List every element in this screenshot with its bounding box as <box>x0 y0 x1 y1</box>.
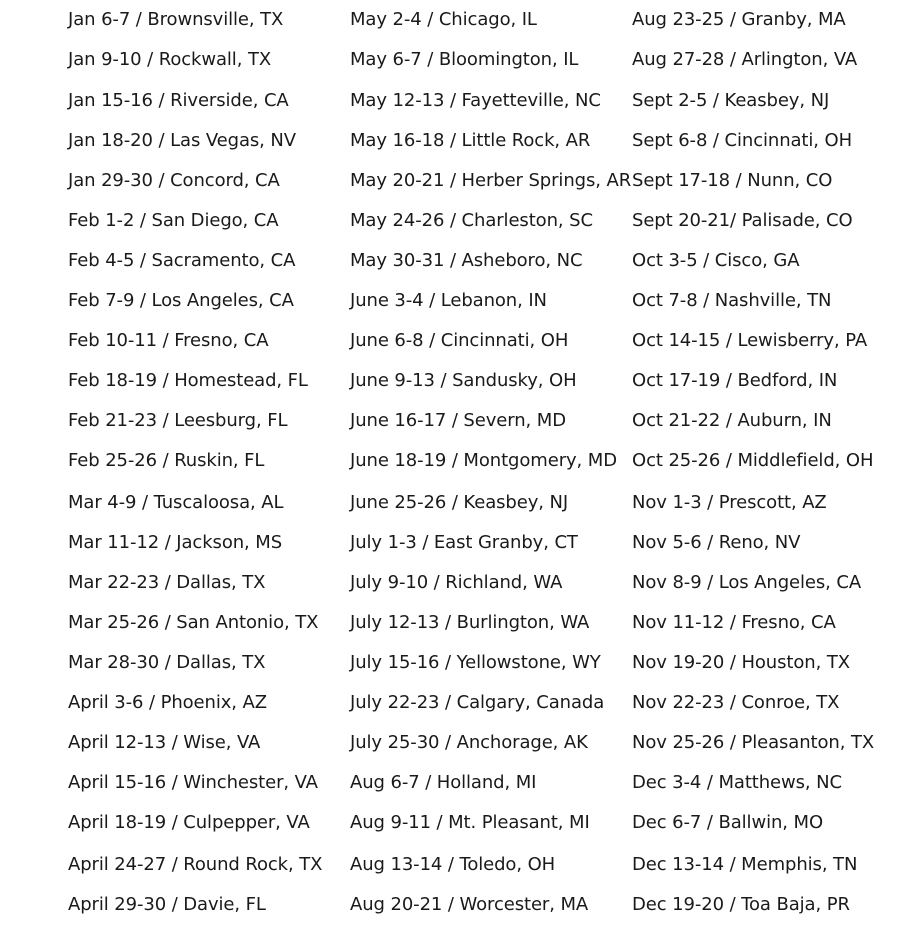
schedule-entry: July 12-13 / Burlington, WA <box>350 612 590 633</box>
schedule-entry: Sept 20-21/ Palisade, CO <box>632 210 853 231</box>
schedule-entry: Mar 28-30 / Dallas, TX <box>68 652 266 673</box>
schedule-entry: Dec 6-7 / Ballwin, MO <box>632 812 824 833</box>
schedule-entry: June 18-19 / Montgomery, MD <box>350 450 617 471</box>
schedule-entry: Oct 17-19 / Bedford, IN <box>632 370 838 391</box>
schedule-entry: April 15-16 / Winchester, VA <box>68 772 318 793</box>
schedule-entry: May 2-4 / Chicago, IL <box>350 9 537 30</box>
schedule-entry: May 16-18 / Little Rock, AR <box>350 130 591 151</box>
schedule-entry: Dec 3-4 / Matthews, NC <box>632 772 842 793</box>
schedule-entry: May 20-21 / Herber Springs, AR <box>350 170 632 191</box>
schedule-entry: Feb 21-23 / Leesburg, FL <box>68 410 288 431</box>
schedule-entry: April 29-30 / Davie, FL <box>68 894 266 915</box>
schedule-entry: Feb 1-2 / San Diego, CA <box>68 210 279 231</box>
schedule-entry: June 25-26 / Keasbey, NJ <box>350 492 569 513</box>
schedule-entry: May 12-13 / Fayetteville, NC <box>350 90 601 111</box>
schedule-entry: July 22-23 / Calgary, Canada <box>350 692 605 713</box>
schedule-entry: Aug 23-25 / Granby, MA <box>632 9 846 30</box>
schedule-entry: Jan 29-30 / Concord, CA <box>68 170 280 191</box>
schedule-entry: April 12-13 / Wise, VA <box>68 732 261 753</box>
schedule-entry: April 18-19 / Culpepper, VA <box>68 812 310 833</box>
schedule-entry: Dec 13-14 / Memphis, TN <box>632 854 858 875</box>
schedule-entry: Jan 18-20 / Las Vegas, NV <box>68 130 296 151</box>
schedule-entry: Nov 22-23 / Conroe, TX <box>632 692 840 713</box>
schedule-entry: Mar 22-23 / Dallas, TX <box>68 572 266 593</box>
schedule-entry: April 24-27 / Round Rock, TX <box>68 854 323 875</box>
schedule-entry: Nov 8-9 / Los Angeles, CA <box>632 572 862 593</box>
schedule-entry: Mar 4-9 / Tuscaloosa, AL <box>68 492 284 513</box>
schedule-entry: July 25-30 / Anchorage, AK <box>350 732 588 753</box>
schedule-entry: Feb 10-11 / Fresno, CA <box>68 330 269 351</box>
schedule-entry: Feb 7-9 / Los Angeles, CA <box>68 290 294 311</box>
schedule-entry: Dec 19-20 / Toa Baja, PR <box>632 894 850 915</box>
schedule-entry: Sept 6-8 / Cincinnati, OH <box>632 130 853 151</box>
schedule-entry: Jan 9-10 / Rockwall, TX <box>68 49 272 70</box>
schedule-entry: June 16-17 / Severn, MD <box>350 410 566 431</box>
schedule-entry: July 15-16 / Yellowstone, WY <box>350 652 601 673</box>
schedule-entry: Nov 19-20 / Houston, TX <box>632 652 850 673</box>
schedule-entry: Oct 7-8 / Nashville, TN <box>632 290 832 311</box>
schedule-entry: Feb 25-26 / Ruskin, FL <box>68 450 265 471</box>
schedule-entry: Nov 1-3 / Prescott, AZ <box>632 492 827 513</box>
schedule-entry: Oct 14-15 / Lewisberry, PA <box>632 330 868 351</box>
schedule-entry: Oct 21-22 / Auburn, IN <box>632 410 832 431</box>
schedule-entry: Aug 27-28 / Arlington, VA <box>632 49 858 70</box>
schedule-entry: Oct 25-26 / Middlefield, OH <box>632 450 874 471</box>
schedule-entry: Sept 17-18 / Nunn, CO <box>632 170 833 191</box>
schedule-entry: Feb 4-5 / Sacramento, CA <box>68 250 296 271</box>
schedule-entry: June 3-4 / Lebanon, IN <box>350 290 547 311</box>
schedule-entry: June 9-13 / Sandusky, OH <box>350 370 577 391</box>
schedule-entry: Nov 5-6 / Reno, NV <box>632 532 801 553</box>
schedule-entry: Aug 9-11 / Mt. Pleasant, MI <box>350 812 590 833</box>
schedule-entry: July 9-10 / Richland, WA <box>350 572 563 593</box>
schedule-entry: Jan 15-16 / Riverside, CA <box>68 90 289 111</box>
schedule-entry: May 30-31 / Asheboro, NC <box>350 250 583 271</box>
schedule-entry: May 6-7 / Bloomington, IL <box>350 49 579 70</box>
schedule-entry: Feb 18-19 / Homestead, FL <box>68 370 308 391</box>
schedule-entry: Sept 2-5 / Keasbey, NJ <box>632 90 830 111</box>
schedule-entry: April 3-6 / Phoenix, AZ <box>68 692 267 713</box>
schedule-entry: July 1-3 / East Granby, CT <box>350 532 578 553</box>
schedule-entry: Mar 11-12 / Jackson, MS <box>68 532 283 553</box>
schedule-entry: May 24-26 / Charleston, SC <box>350 210 593 231</box>
schedule-entry: Mar 25-26 / San Antonio, TX <box>68 612 319 633</box>
schedule-entry: Oct 3-5 / Cisco, GA <box>632 250 800 271</box>
schedule-entry: June 6-8 / Cincinnati, OH <box>350 330 569 351</box>
schedule-entry: Nov 11-12 / Fresno, CA <box>632 612 836 633</box>
schedule-entry: Nov 25-26 / Pleasanton, TX <box>632 732 875 753</box>
schedule-entry: Aug 20-21 / Worcester, MA <box>350 894 589 915</box>
schedule-entry: Aug 6-7 / Holland, MI <box>350 772 537 793</box>
schedule-entry: Jan 6-7 / Brownsville, TX <box>68 9 284 30</box>
schedule-entry: Aug 13-14 / Toledo, OH <box>350 854 556 875</box>
